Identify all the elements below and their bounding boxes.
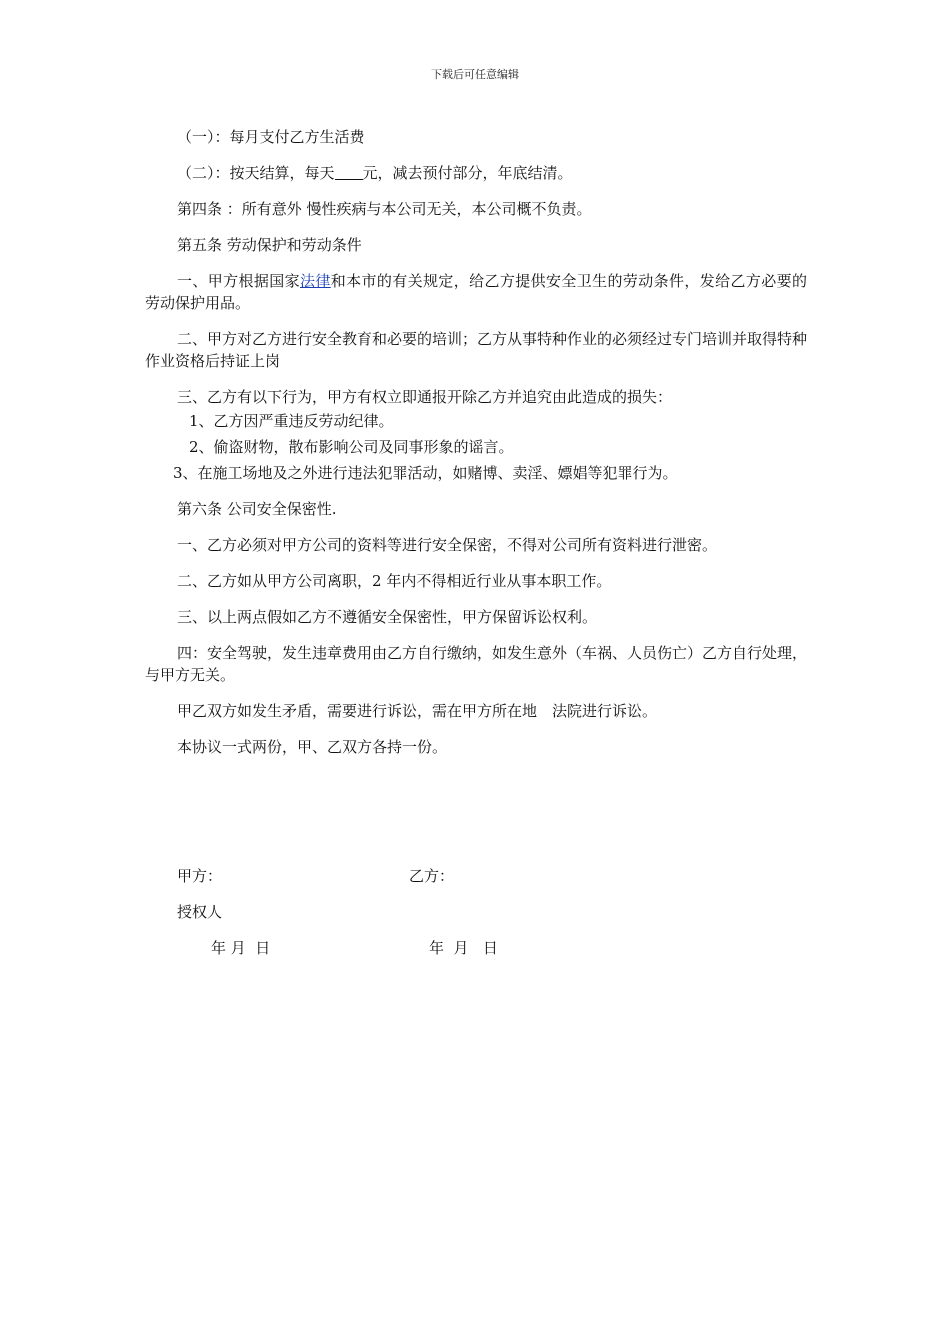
list-item: 3、在施工场地及之外进行违法犯罪活动，如赌博、卖淫、嫖娼等犯罪行为。	[173, 464, 678, 482]
party-b-date: 年 月 日	[429, 939, 498, 957]
article-four: 第四条 ：所有意外 慢性疾病与本公司无关，本公司概不负责。	[177, 200, 592, 218]
party-a-date: 年 月 日	[211, 939, 271, 957]
authorized-label: 授权人	[177, 903, 223, 921]
article-six-item-2: 二、乙方如从甲方公司离职，2 年内不得相近行业从事本职工作。	[177, 572, 612, 590]
clause-payment-2	[145, 162, 807, 184]
article-six-item-4: 四：安全驾驶，发生违章费用由乙方自行缴纳，如发生意外（车祸、人员伤亡）乙方自行处理，与甲方无关。	[145, 644, 808, 684]
list-item: 1、乙方因严重违反劳动纪律。	[189, 412, 394, 430]
list-item: 2、偷盗财物，散布影响公司及同事形象的谣言。	[189, 438, 514, 456]
dispute-clause: 甲乙双方如发生矛盾，需要进行诉讼，需在甲方所在地 法院进行诉讼。	[177, 702, 658, 720]
clause-payment-1: （一）：每月支付乙方生活费	[177, 128, 365, 146]
article-six-item-3: 三、以上两点假如乙方不遵循安全保密性，甲方保留诉讼权利。	[177, 608, 598, 626]
document-body	[145, 126, 807, 758]
amount-blank	[335, 165, 363, 180]
party-a-label: 甲方：	[177, 867, 223, 885]
article-five-item-3: 三、乙方有以下行为，甲方有权立即通报开除乙方并追究由此造成的损失：	[177, 388, 673, 406]
article-six-item-1: 一、乙方必须对甲方公司的资料等进行安全保密，不得对公司所有资料进行泄密。	[177, 536, 718, 554]
article-five-title: 第五条 劳动保护和劳动条件	[177, 236, 362, 254]
clause-payment-2-part-a: （二）：按天结算，每天	[177, 164, 335, 182]
law-link[interactable]: 法律	[300, 272, 331, 290]
article-five-item-2: 二、甲方对乙方进行安全教育和必要的培训；乙方从事特种作业的必须经过专门培训并取得特种作业资格后持证上岗	[145, 330, 808, 370]
party-b-label: 乙方：	[409, 867, 455, 885]
clause-payment-2-part-b: 元，减去预付部分，年底结清。	[362, 164, 573, 182]
copies-clause: 本协议一式两份，甲、乙双方各持一份。	[177, 738, 448, 756]
article-five-item-1-part-a: 一、甲方根据国家	[177, 272, 300, 290]
article-five-item-1	[145, 270, 807, 314]
article-six-title: 第六条 公司安全保密性.	[177, 500, 337, 518]
article-five-item-1-part-b: 和本市的有关规定，给乙方提供安全卫生的劳动条件，发给乙方必要的劳动保护用品。	[145, 272, 807, 312]
header-note: 下载后可任意编辑	[431, 68, 519, 81]
